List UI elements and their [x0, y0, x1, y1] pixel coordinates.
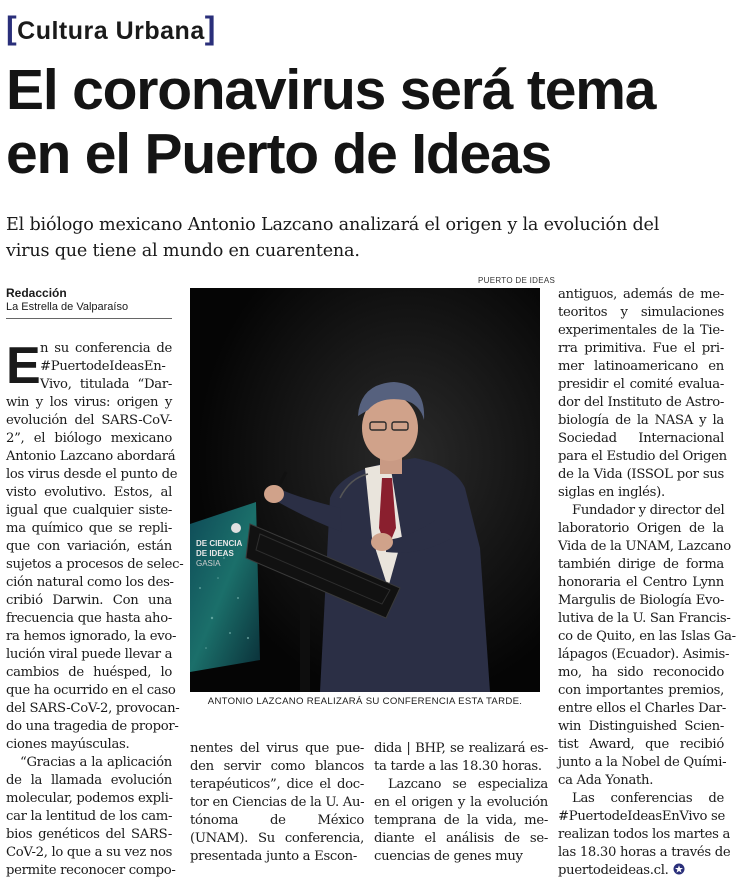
article-line: de la Vida (ISSOL por sus	[558, 467, 724, 482]
article-line: tónoma de México	[190, 813, 364, 828]
article-line: cuencias de genes muy	[374, 849, 523, 864]
article-line: experimentales de la Tie-	[558, 323, 724, 338]
article-line: frecuencia que hasta aho-	[6, 611, 172, 626]
article-line: Antonio Lazcano abordará	[6, 449, 176, 464]
article-line: win y los virus: origen y	[6, 395, 172, 410]
article-line: molecular, podemos expli-	[6, 791, 173, 806]
article-line: evolución del SARS-CoV-	[6, 413, 172, 428]
article-line: puertodeideas.cl.	[558, 862, 724, 880]
article-line: Sociedad Internacional	[558, 431, 724, 446]
article-line: ciones mayúsculas.	[6, 737, 130, 752]
drop-cap: E	[6, 337, 41, 395]
section-label: Cultura Urbana	[17, 17, 205, 45]
article-line: lápagos (Ecuador). Asimis-	[558, 647, 730, 662]
article-line: car la lentitud de los cam-	[6, 809, 173, 824]
dek-line-1: El biólogo mexicano Antonio Lazcano analizará el origen y la evolución del	[6, 215, 660, 235]
article-line: terapéuticos”, dice el doc-	[190, 777, 364, 792]
byline-author: Redacción	[6, 286, 67, 300]
headline-line-2: en el Puerto de Ideas	[6, 122, 551, 186]
screen-text-3: GASIA	[196, 559, 221, 568]
article-line: junto a la Nobel de Quími-	[558, 755, 727, 770]
article-line: 2”, el biólogo mexicano	[6, 431, 172, 446]
headline	[6, 58, 722, 186]
speaker-photo	[190, 288, 540, 692]
article-line: ca Ada Yonath.	[558, 773, 654, 788]
article-line: temprana de la vida, me-	[374, 813, 548, 828]
article-column-2	[190, 740, 364, 866]
article-line: presidir el comité evalua-	[558, 377, 724, 392]
article-column-1	[6, 337, 184, 880]
speaker-photo-illustration	[190, 288, 540, 692]
article-line: teoritos y simulaciones	[558, 305, 724, 320]
byline-org: La Estrella de Valparaíso	[6, 301, 129, 313]
article-line: antiguos, además de me-	[558, 287, 724, 302]
article-line: ta tarde a las 18.30 horas.	[374, 759, 542, 774]
screen-text-1: DE CIENCIA	[196, 539, 243, 548]
article-line: cribió Darwin. Con una	[6, 593, 172, 608]
section-bracket-close: ]	[204, 10, 216, 46]
article-line: ra hemos ignorado, la evo-	[6, 629, 177, 644]
article-line: CoV-2, lo que a su vez nos	[6, 845, 173, 860]
headline-line-1: El coronavirus será tema	[6, 58, 656, 122]
article-line: para el Estudio del Origen	[558, 449, 727, 464]
article-line: dida | BHP, se realizará es-	[374, 741, 548, 756]
article-line: Fundador y director del	[572, 503, 725, 518]
article-line: n su conferencia de	[40, 341, 172, 356]
article-line: que con variación, están	[6, 539, 172, 554]
article-line: siglas en inglés).	[558, 485, 665, 500]
article-column-4	[558, 286, 736, 880]
article-column-3	[374, 740, 548, 866]
photo-credit: PUERTO DE IDEAS	[478, 276, 556, 285]
dek	[6, 212, 722, 264]
article-line: en el origen y la evolución	[374, 795, 548, 810]
article-line: tist Award, que recibió	[558, 737, 724, 752]
article-line: tor en Ciencias de la U. Au-	[190, 795, 365, 810]
article-line: bios genéticos del SARS-	[6, 827, 172, 842]
article-line: Vivo, titulada “Dar-	[40, 377, 172, 392]
article-line: nentes del virus que pue-	[190, 741, 364, 756]
article-line: ma químico que se repli-	[6, 521, 172, 536]
article-line: sujetos a procesos de selec-	[6, 557, 184, 572]
article-line: honoraria el Centro Lynn	[558, 575, 724, 590]
screen-text-2: DE IDEAS	[196, 549, 234, 558]
article-line: los virus desde el punto de	[6, 467, 178, 482]
article-line: co de Quito, en las Islas Ga-	[558, 629, 736, 644]
article-line: que ha ocurrido en el caso	[6, 683, 176, 698]
article-line: mer latinoamericano en	[558, 359, 724, 374]
article-line: #PuertodeIdeasEnVivo se	[558, 809, 725, 824]
article-line: Lazcano se especializa	[388, 777, 548, 792]
article-line: también dirige de forma	[558, 557, 724, 572]
article-line: cambios de huésped, lo	[6, 665, 172, 680]
article-line: Margulis de Biología Evo-	[558, 593, 724, 608]
article-line: entre ellos el Charles Dar-	[558, 701, 727, 716]
star-end-icon	[673, 863, 685, 875]
article-line: de la llamada evolución	[6, 773, 172, 788]
article-line: lución viral puede llevar a	[6, 647, 173, 662]
article-line: dor del Instituto de Astro-	[558, 395, 724, 410]
article-line: (UNAM). Su conferencia,	[190, 831, 364, 846]
article-line: lutiva de la U. San Francis-	[558, 611, 731, 626]
section-bracket-open: [	[6, 10, 18, 46]
article-line: Las conferencias de	[572, 791, 724, 806]
section-tag	[6, 8, 216, 48]
article-line: permite reconocer compo-	[6, 863, 176, 878]
article-line: realizan todos los martes a	[558, 827, 731, 842]
article-line: “Gracias a la aplicación	[20, 755, 172, 770]
article-line: presentada junto a Escon-	[190, 849, 358, 864]
article-line: visto evolutivo. Estos, al	[6, 485, 172, 500]
article-line: laboratorio Origen de la	[558, 521, 724, 536]
article-line: del SARS-CoV-2, provocan-	[6, 701, 180, 716]
article-line: rra primitiva. Fue el pri-	[558, 341, 724, 356]
article-line: #PuertodeIdeasEn-	[40, 359, 166, 374]
article-line: las 18.30 horas a través de	[558, 845, 731, 860]
byline-divider	[6, 318, 172, 319]
article-line: Vida de la UNAM, Lazcano	[558, 539, 731, 554]
article-line: con importantes premios,	[558, 683, 724, 698]
article-line: biología de la NASA y la	[558, 413, 724, 428]
photo-caption: ANTONIO LAZCANO REALIZARÁ SU CONFERENCIA ESTA TARDE.	[207, 696, 523, 707]
article-line: win Distinguished Scien-	[558, 719, 724, 734]
article-line: igual que cualquier siste-	[6, 503, 172, 518]
dek-line-2: virus que tiene al mundo en cuarentena.	[6, 241, 360, 261]
byline	[6, 286, 128, 314]
article-line: mo, ha sido reconocido	[558, 665, 724, 680]
article-line: ción natural como los des-	[6, 575, 174, 590]
article-line: diante el análisis de se-	[374, 831, 548, 846]
article-line: den servir como blancos	[190, 759, 364, 774]
article-line: do una tragedia de propor-	[6, 719, 179, 734]
